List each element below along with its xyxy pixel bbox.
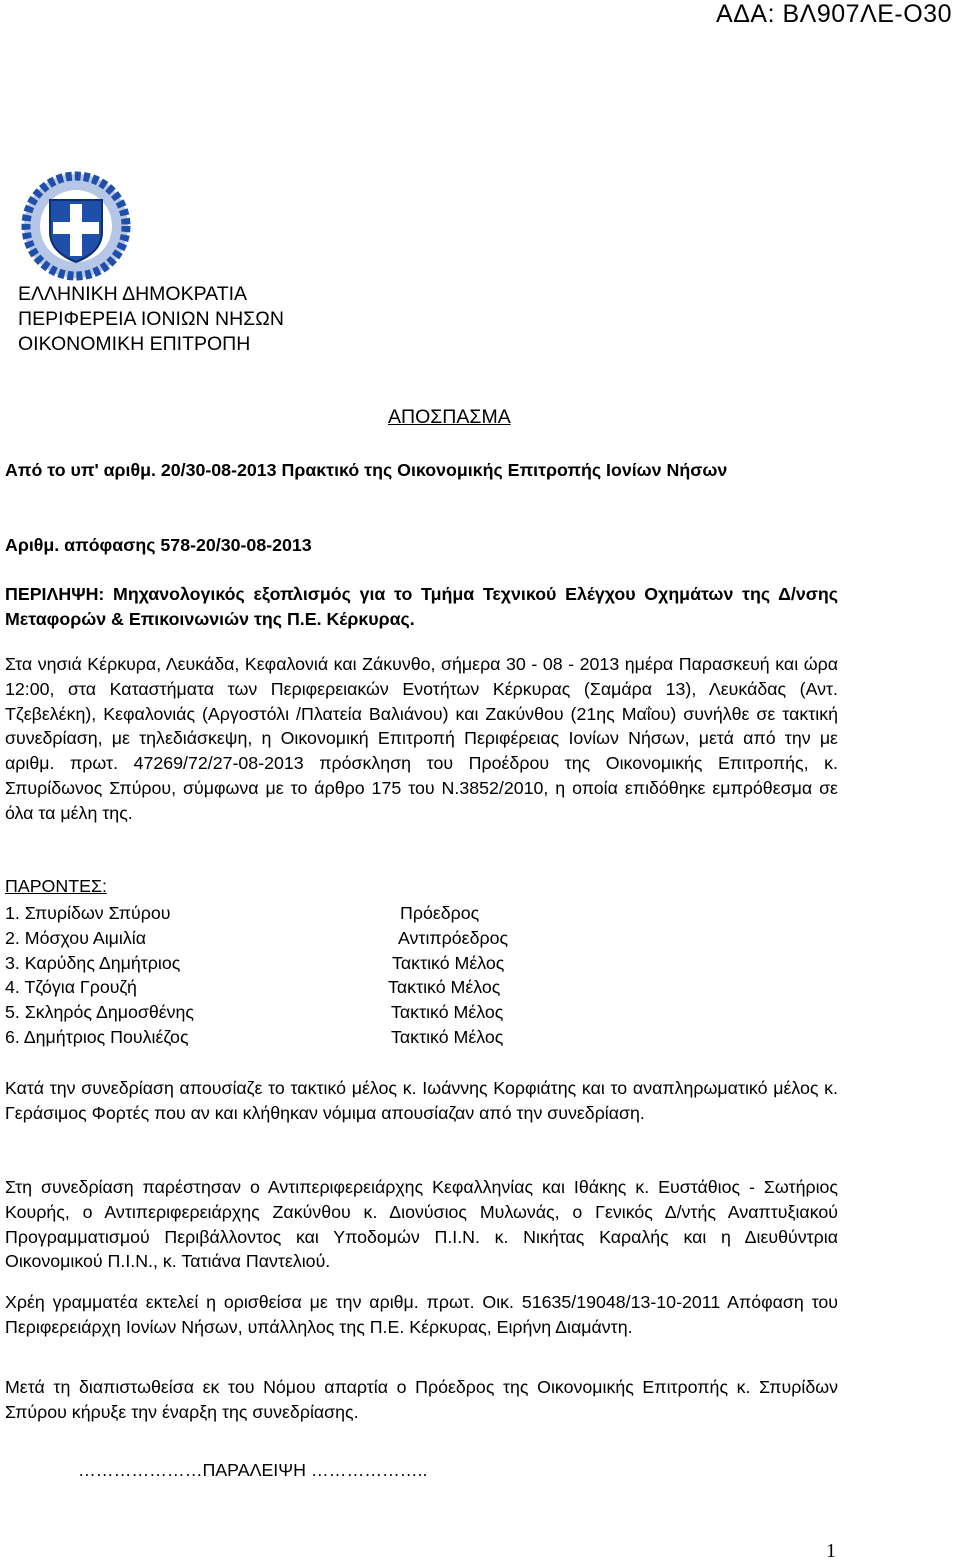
- present-member-role: Τακτικό Μέλος: [388, 977, 501, 997]
- present-member-name: 1. Σπυρίδων Σπύρου: [5, 903, 171, 923]
- header-committee: ΟΙΚΟΝΟΜΙΚΗ ΕΠΙΤΡΟΠΗ: [18, 333, 251, 355]
- absent-paragraph: Κατά την συνεδρίαση απουσίαζε το τακτικό μέλος κ. Ιωάννης Κορφιάτης και το αναπληρωματικό μέλος κ. Γεράσιμος Φορτές που αν και κλήθηκαν νόμιμα απουσίαζαν από την συνεδρίαση.: [5, 1078, 838, 1123]
- present-member-name: 4. Τζόγια Γρουζή: [5, 977, 137, 997]
- present-member-role: Τακτικό Μέλος: [391, 1002, 504, 1022]
- document-title: ΑΠΟΣΠΑΣΜΑ: [388, 406, 511, 428]
- decision-number: Αριθμ. απόφασης 578-20/30-08-2013: [5, 535, 312, 555]
- present-member-role: Τακτικό Μέλος: [391, 1027, 504, 1047]
- omission-marker: …………………ΠΑΡΑΛΕΙΨΗ ………………..: [78, 1460, 428, 1480]
- present-member-role: Τακτικό Μέλος: [392, 953, 505, 973]
- present-member-name: 6. Δημήτριος Πουλιέζος: [5, 1027, 189, 1047]
- present-member-role: Αντιπρόεδρος: [398, 928, 509, 948]
- present-member-name: 2. Μόσχου Αιμιλία: [5, 928, 146, 948]
- present-title: ΠΑΡΟΝΤΕΣ:: [5, 876, 107, 896]
- header-region: ΠΕΡΙΦΕΡΕΙΑ ΙΟΝΙΩΝ ΝΗΣΩΝ: [18, 308, 284, 330]
- page-number: 1: [826, 1540, 836, 1562]
- header-country: ΕΛΛΗΝΙΚΗ ΔΗΜΟΚΡΑΤΙΑ: [18, 283, 248, 305]
- quorum-paragraph: Μετά τη διαπιστωθείσα εκ του Νόμου απαρτία ο Πρόεδρος της Οικονομικής Επιτροπής κ. Σπυρίδων Σπύρου κήρυξε την έναρξη της συνεδρίασης.: [5, 1377, 838, 1422]
- secretary-paragraph: Χρέη γραμματέα εκτελεί η ορισθείσα με την αριθμ. πρωτ. Οικ. 51635/19048/13-10-2011 Απόφαση του Περιφερειάρχη Ιονίων Νήσων, υπάλληλος της Π.Ε. Κέρκυρας, Ειρήνη Διαμάντη.: [5, 1292, 838, 1337]
- attendees-paragraph: Στη συνεδρίαση παρέστησαν ο Αντιπεριφερειάρχης Κεφαλληνίας και Ιθάκης κ. Ευστάθιος - Σωτήριος Κουρής, ο Αντιπεριφερειάρχης Ζακύνθου κ. Διονύσιος Μυλωνάς, ο Γενικός Δ/ντής Αναπτυξιακού Προγραμματισμού Περιβάλλοντος και Υποδομών Π.Ι.Ν. κ. Νικήτας Καραλής και η Διευθύντρια Οικονομικού Π.Ι.Ν., κ. Τατιάνα Παντελιού.: [5, 1177, 838, 1272]
- ada-code: ΑΔΑ: ΒΛ907ΛΕ-Ο30: [716, 0, 952, 28]
- greek-coat-of-arms-icon: [20, 170, 132, 282]
- minutes-reference: Από το υπ' αριθμ. 20/30-08-2013 Πρακτικό της Οικονομικής Επιτροπής Ιονίων Νήσων: [5, 460, 728, 480]
- present-member-name: 5. Σκληρός Δημοσθένης: [5, 1002, 195, 1022]
- intro-paragraph: Στα νησιά Κέρκυρα, Λευκάδα, Κεφαλονιά και Ζάκυνθο, σήμερα 30 - 08 - 2013 ημέρα Παρασκευή και ώρα 12:00, στα Καταστήματα των Περιφερειακών Ενοτήτων Κέρκυρας (Σαμάρα 13), Λευκάδας (Αντ. Τζεβελέκη), Κεφαλονιάς (Αργοστόλι /Πλατεία Βαλιάνου) και Ζακύνθου (21ης Μαΐου) συνήλθε σε τακτική συνεδρίαση, με τηλεδιάσκεψη, η Οικονομική Επιτροπή Περιφέρειας Ιονίων Νήσων, μετά από την με αριθμ. πρωτ. 47269/72/27-08-2013 πρόσκληση του Προέδρου της Οικονομικής Επιτροπής, κ. Σπυρίδωνος Σπύρου, σύμφωνα με το άρθρο 175 του Ν.3852/2010, η οποία επιδόθηκε εμπρόθεσμα σε όλα τα μέλη της.: [5, 654, 838, 823]
- summary: ΠΕΡΙΛΗΨΗ: Μηχανολογικός εξοπλισμός για το Τμήμα Τεχνικού Ελέγχου Οχημάτων της Δ/νσης Μεταφορών & Επικοινωνιών της Π.Ε. Κέρκυρας.: [5, 584, 838, 629]
- present-member-role: Πρόεδρος: [400, 903, 480, 923]
- present-member-name: 3. Καρύδης Δημήτριος: [5, 953, 181, 973]
